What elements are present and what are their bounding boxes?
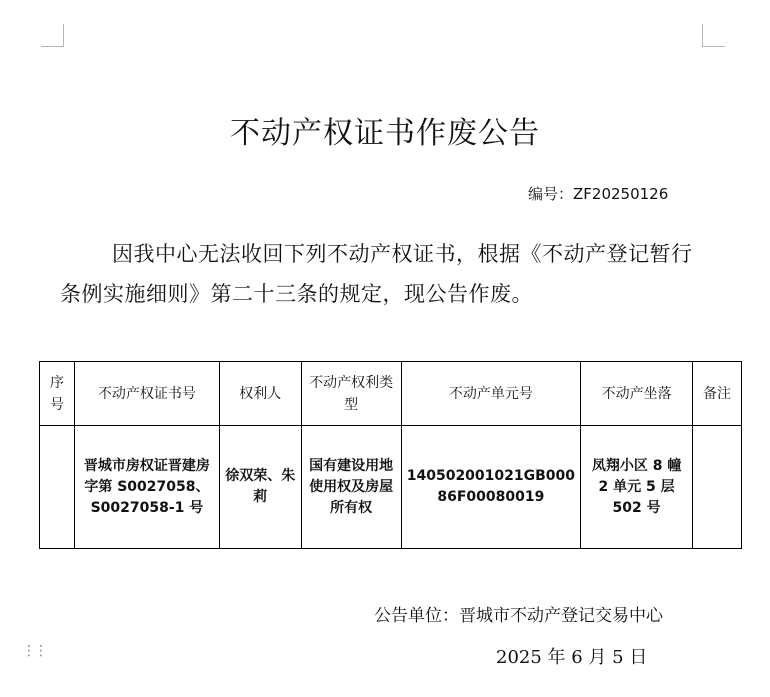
void-certificate-table — [39, 361, 742, 549]
page-margin-corner-top-right — [702, 24, 725, 47]
issue-date: 2025 年 6 月 5 日 — [496, 647, 648, 668]
drag-handle-icon[interactable]: ⋮⋮ — [22, 643, 46, 659]
header-right-type: 不动产权利类型 — [301, 362, 401, 426]
table-header-row — [40, 362, 742, 426]
cell-holder: 徐双荣、朱莉 — [219, 426, 301, 549]
issuing-unit: 公告单位：晋城市不动产登记交易中心 — [374, 606, 663, 626]
notice-body: 因我中心无法收回下列不动产权证书，根据《不动产登记暂行条例实施细则》第二十三条的规定，现公告作废。 — [60, 242, 693, 306]
header-location: 不动产坐落 — [581, 362, 693, 426]
document-number: 编号：ZF20250126 — [528, 185, 669, 203]
cell-seq — [40, 426, 75, 549]
header-holder: 权利人 — [219, 362, 301, 426]
cell-remark — [693, 426, 742, 549]
notice-title: 不动产权证书作废公告 — [230, 116, 540, 152]
cell-location: 凤翔小区 8 幢 2 单元 5 层 502 号 — [581, 426, 693, 549]
header-seq: 序号 — [40, 362, 75, 426]
cell-cert-no: 晋城市房权证晋建房字第 S0027058、S0027058-1 号 — [74, 426, 219, 549]
cell-right-type: 国有建设用地使用权及房屋所有权 — [301, 426, 401, 549]
cell-unit-no: 140502001021GB00086F00080019 — [401, 426, 581, 549]
header-unit-no: 不动产单元号 — [401, 362, 581, 426]
header-cert-no: 不动产权证书号 — [74, 362, 219, 426]
page-margin-corner-top-left — [41, 24, 64, 47]
header-remark: 备注 — [693, 362, 742, 426]
table-row — [40, 426, 742, 549]
